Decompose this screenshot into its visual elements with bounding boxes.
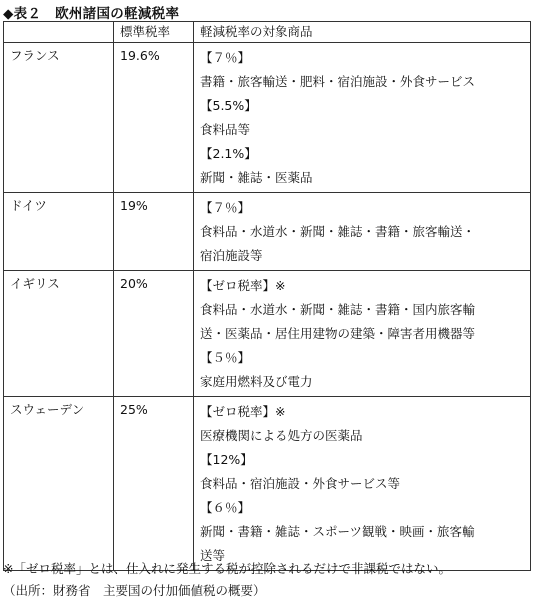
reduced-item-line: 【ゼロ税率】※ — [200, 404, 286, 419]
reduced-item-line: 食料品・水道水・新聞・雑誌・書籍・旅客輸送・ — [200, 224, 476, 239]
reduced-item-line: 【５％】 — [200, 350, 251, 365]
standard-rate-cell: 25% — [114, 397, 194, 571]
standard-rate-cell: 19% — [114, 193, 194, 271]
reduced-item-line: 【６％】 — [200, 500, 251, 515]
reduced-items-cell — [194, 193, 531, 271]
table-title: ◆表２ 欧州諸国の軽減税率 — [3, 6, 180, 22]
reduced-item-line: 新聞・雑誌・医薬品 — [200, 170, 313, 185]
reduced-items-cell — [194, 271, 531, 397]
country-cell: スウェーデン — [4, 397, 114, 571]
reduced-item-line: 【2.1%】 — [200, 146, 257, 161]
reduced-item-line: 【ゼロ税率】※ — [200, 278, 286, 293]
country-cell: イギリス — [4, 271, 114, 397]
source-note: （出所：財務省 主要国の付加価値税の概要） — [3, 583, 266, 598]
reduced-items-cell — [194, 43, 531, 193]
reduced-item-line: 【5.5%】 — [200, 98, 257, 113]
reduced-item-line: 食料品等 — [200, 122, 251, 137]
standard-rate-cell: 19.6% — [114, 43, 194, 193]
header-reduced-items: 軽減税率の対象商品 — [194, 22, 531, 43]
table-row — [4, 397, 531, 571]
header-country — [4, 22, 114, 43]
reduced-item-line: 送等 — [200, 548, 226, 563]
reduced-item-line: 宿泊施設等 — [200, 248, 263, 263]
reduced-item-line: 新聞・書籍・雑誌・スポーツ観戦・映画・旅客輸 — [200, 524, 475, 539]
reduced-item-line: 食料品・水道水・新聞・雑誌・書籍・国内旅客輸 — [200, 302, 476, 317]
reduced-item-line: 食料品・宿泊施設・外食サービス等 — [200, 476, 401, 491]
header-standard-rate: 標準税率 — [114, 22, 194, 43]
table-row — [4, 43, 531, 193]
reduced-item-line: 書籍・旅客輸送・肥料・宿泊施設・外食サービス — [200, 74, 476, 89]
reduced-item-line: 送・医薬品・居住用建物の建築・障害者用機器等 — [200, 326, 476, 341]
reduced-item-line: 家庭用燃料及び電力 — [200, 374, 313, 389]
reduced-items-cell — [194, 397, 531, 571]
table-header-row — [4, 22, 531, 43]
vat-rate-table — [3, 21, 531, 571]
standard-rate-cell: 20% — [114, 271, 194, 397]
reduced-item-line: 医療機関による処方の医薬品 — [200, 428, 363, 443]
reduced-item-line: 【７％】 — [200, 50, 251, 65]
reduced-item-line: 【12%】 — [200, 452, 253, 467]
country-cell: ドイツ — [4, 193, 114, 271]
footnote: ※「ゼロ税率」とは、仕入れに発生する税が控除されるだけで非課税ではない。 — [3, 561, 451, 576]
reduced-item-line: 【７％】 — [200, 200, 251, 215]
table-row — [4, 193, 531, 271]
table-row — [4, 271, 531, 397]
country-cell: フランス — [4, 43, 114, 193]
